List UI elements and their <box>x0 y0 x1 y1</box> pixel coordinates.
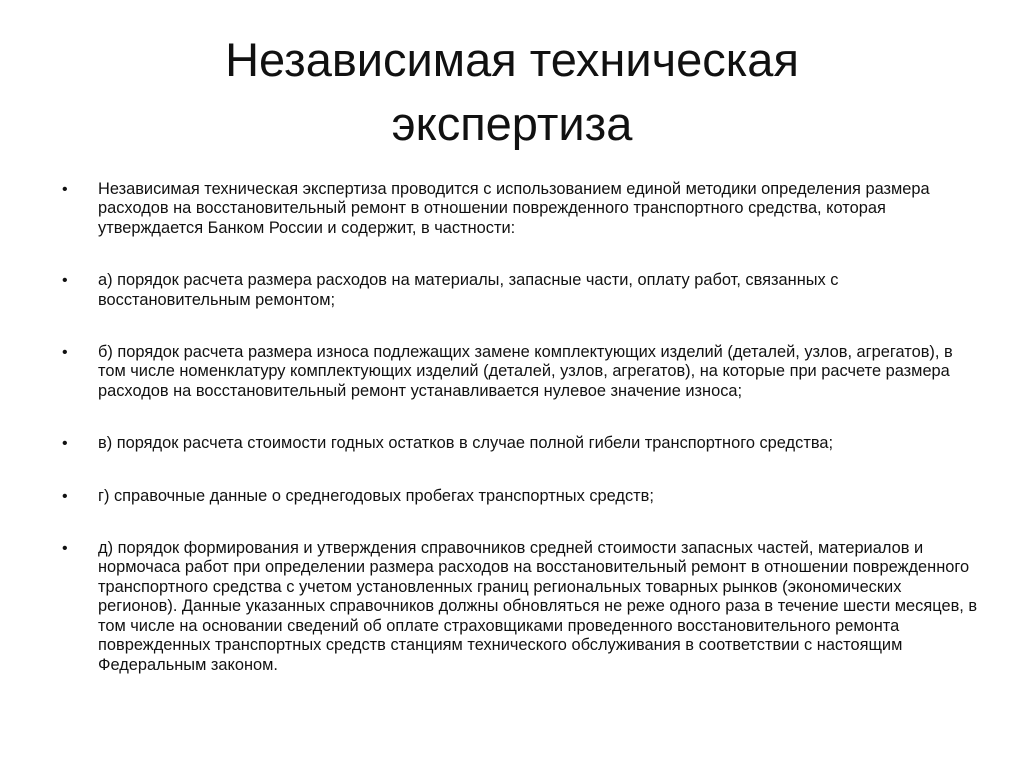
bullet-dot: • <box>62 181 68 198</box>
bullet-text: а) порядок расчета размера расходов на материалы, запасные части, оплату работ, связанных с восстановительным ремонтом; <box>98 271 839 309</box>
bullet-item <box>60 271 980 310</box>
bullet-dot: • <box>62 344 68 362</box>
bullet-text: Независимая техническая экспертиза проводится с использованием единой методики определения размера расходов на восстановительный ремонт в отношении поврежденного транспортного средства, которая утверждается Банком России и содержит, в частности: <box>98 180 930 237</box>
bullet-item <box>60 539 980 675</box>
bullet-item <box>60 343 980 401</box>
bullet-dot: • <box>62 272 68 290</box>
bullet-text: г) справочные данные о среднегодовых пробегах транспортных средств; <box>98 486 654 505</box>
bullet-text: б) порядок расчета размера износа подлежащих замене комплектующих изделий (деталей, узлов, агрегатов), в том числе номенклатуру комплектующих изделий (деталей, узлов, агрегатов), на которые при расчете размера расходов на восстановительный ремонт устанавливается нулевое значение износа; <box>98 343 953 400</box>
slide-title: Независимая техническая экспертиза <box>225 33 799 150</box>
bullet-list <box>60 180 980 675</box>
bullet-text: д) порядок формирования и утверждения справочников средней стоимости запасных частей, материалов и нормочаса работ при определении размера расходов на восстановительный ремонт в отношении поврежденного транспортного средства с учетом установленных границ региональных товарных рынков (экономических регионов). Данные указанных справочников должны обновляться не реже одного раза в течение шести месяцев, в том числе на основании сведений об оплате страховщиками проведенного восстановительного ремонта поврежденных транспортных средств станциям технического обслуживания в соответствии с настоящим Федеральным законом. <box>98 539 978 674</box>
bullet-item <box>60 180 980 238</box>
bullet-item <box>60 434 980 453</box>
bullet-text: в) порядок расчета стоимости годных остатков в случае полной гибели транспортного средства; <box>98 434 834 453</box>
bullet-dot: • <box>62 540 68 558</box>
bullet-dot: • <box>62 487 68 505</box>
bullet-dot: • <box>62 435 68 453</box>
bullet-item <box>60 487 980 506</box>
